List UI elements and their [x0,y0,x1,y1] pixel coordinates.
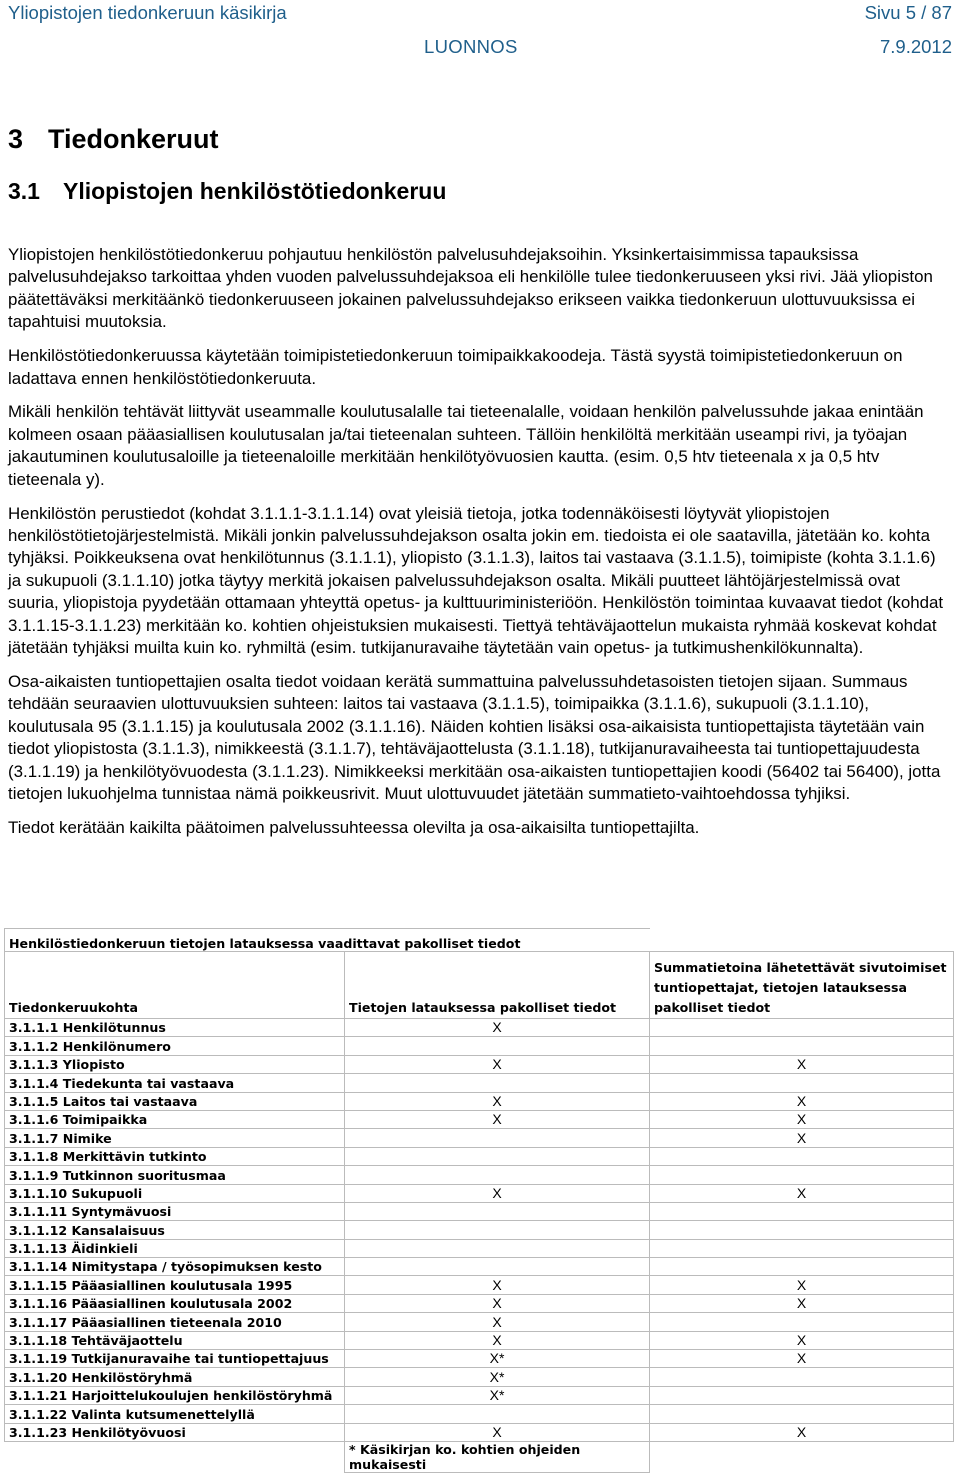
row-summary-mark: X [650,1055,954,1073]
table-row [5,1350,954,1368]
row-summary-mark: X [650,1350,954,1368]
section-heading [8,124,219,155]
table-title-row [5,929,954,952]
table-row [5,1258,954,1276]
row-item: 3.1.1.19 Tutkijanuravaihe tai tuntiopettajuus [5,1350,345,1368]
row-item: 3.1.1.21 Harjoittelukoulujen henkilöstöryhmä [5,1386,345,1404]
row-required-mark [345,1037,650,1055]
subsection-number: 3.1 [8,178,40,204]
row-required-mark: X [345,1019,650,1037]
table-row [5,1037,954,1055]
table-row [5,1074,954,1092]
row-required-mark: X [345,1092,650,1110]
table-row [5,1184,954,1202]
table-row [5,1331,954,1349]
row-summary-mark [650,1405,954,1423]
row-item: 3.1.1.7 Nimike [5,1129,345,1147]
table-footnote-row [5,1441,954,1472]
row-required-mark: X [345,1423,650,1441]
row-required-mark: X [345,1313,650,1331]
subsection-heading [8,178,446,205]
paragraph: Henkilöstötiedonkeruussa käytetään toimipistetiedonkeruun toimipaikkakoodeja. Tästä syystä toimipistetiedonkeruun on ladattava ennen henkilöstötiedonkeruuta. [8,346,903,388]
row-summary-mark [650,1239,954,1257]
required-fields-table [4,928,953,1473]
section-title: Tiedonkeruut [48,124,219,154]
col-header-item: Tiedonkeruukohta [5,952,345,1019]
row-required-mark [345,1166,650,1184]
table-row [5,1368,954,1386]
table-title: Henkilöstiedonkeruun tietojen latauksessa vaadittavat pakolliset tiedot [5,929,650,952]
row-summary-mark [650,1019,954,1037]
row-required-mark: X [345,1276,650,1294]
row-required-mark: X [345,1294,650,1312]
table-row [5,1313,954,1331]
row-summary-mark [650,1368,954,1386]
row-required-mark: X* [345,1386,650,1404]
table-row [5,1221,954,1239]
row-required-mark: X* [345,1350,650,1368]
row-required-mark: X [345,1184,650,1202]
row-required-mark [345,1258,650,1276]
row-item: 3.1.1.15 Pääasiallinen koulutusala 1995 [5,1276,345,1294]
row-required-mark [345,1221,650,1239]
row-required-mark [345,1405,650,1423]
row-required-mark [345,1129,650,1147]
paragraph: Tiedot kerätään kaikilta päätoimen palvelussuhteessa olevilta ja osa-aikaisilta tuntiopettajilta. [8,817,700,837]
table-footnote: * Käsikirjan ko. kohtien ohjeiden mukaisesti [345,1441,650,1472]
row-item: 3.1.1.11 Syntymävuosi [5,1202,345,1220]
table-row [5,1129,954,1147]
row-summary-mark: X [650,1110,954,1128]
row-item: 3.1.1.23 Henkilötyövuosi [5,1423,345,1441]
row-item: 3.1.1.10 Sukupuoli [5,1184,345,1202]
body-text [8,244,952,851]
row-summary-mark: X [650,1184,954,1202]
table-row [5,1276,954,1294]
table-row [5,1147,954,1165]
table-row [5,1239,954,1257]
subsection-title: Yliopistojen henkilöstötiedonkeruu [63,178,447,204]
row-item: 3.1.1.20 Henkilöstöryhmä [5,1368,345,1386]
row-summary-mark: X [650,1092,954,1110]
table-row [5,1019,954,1037]
row-summary-mark [650,1313,954,1331]
row-item: 3.1.1.6 Toimipaikka [5,1110,345,1128]
section-number: 3 [8,124,24,154]
row-item: 3.1.1.12 Kansalaisuus [5,1221,345,1239]
row-item: 3.1.1.1 Henkilötunnus [5,1019,345,1037]
row-summary-mark [650,1221,954,1239]
row-item: 3.1.1.22 Valinta kutsumenettelyllä [5,1405,345,1423]
row-required-mark: X* [345,1368,650,1386]
col-header-summary: Summatietoina lähetettävät sivutoimiset tuntiopettajat, tietojen latauksessa pakolliset tiedot [650,952,954,1019]
row-required-mark [345,1239,650,1257]
document-date: 7.9.2012 [879,36,952,57]
table-row [5,1092,954,1110]
row-required-mark: X [345,1331,650,1349]
table-header-row [5,952,954,1019]
paragraph: Henkilöstön perustiedot (kohdat 3.1.1.1-3.1.1.14) ovat yleisiä tietoja, jotka todennäköisesti löytyvät yliopistojen henkilöstötietojärjestelmistä. Mikäli jonkin palvelussuhdejakson osalta jokin em. tiedoista ei ole saatavilla, jätetään ko. kohta tyhjäksi. Poikkeuksena ovat henkilötunnus (3.1.1.1), yliopisto (3.1.1.3), laitos tai vastaava (3.1.1.5), toimipiste (kohta 3.1.1.6) ja sukupuoli (3.1.1.10) jotka täytyy merkitä jokaisen palvelussuhdejakson osalta. Mikäli puutteet lähtöjärjestelmissä ovat suuria, yliopistoja pyydetään ottamaan yhteyttä opetus- ja kulttuuriministeriöön. Henkilöstön toimintaa kuvaavat tiedot (kohdat 3.1.1.15-3.1.1.23) merkitään ko. kohtien ohjeistuksien mukaisesti. Tiettyä tehtäväjaottelun mukaista ryhmää koskevat kohdat jätetään tyhjäksi muilta kuin ko. ryhmiltä (esim. tutkijanuravaihe täytetään vain opetus- ja tutkimushenkilökunnalta). [8,503,944,657]
row-item: 3.1.1.9 Tutkinnon suoritusmaa [5,1166,345,1184]
row-summary-mark [650,1166,954,1184]
paragraph: Osa-aikaisten tuntiopettajien osalta tiedot voidaan kerätä summattuina palvelussuhdetasoisten tietojen sijaan. Summaus tehdään seuraavien ulottuvuuksien suhteen: laitos tai vastaava (3.1.1.5), toimipaikka (3.1.1.6), sukupuoli (3.1.1.10), koulutusala 95 (3.1.1.15) ja koulutusala 2002 (3.1.1.16). Näiden kohtien lisäksi osa-aikaisista tuntiopettajista täytetään vain tiedot yliopistosta (3.1.1.3), nimikkeestä (3.1.1.7), tehtäväjaottelusta (3.1.1.18), tutkijanuravaiheesta tai tuntiopettajuudesta (3.1.1.19) ja henkilötyövuodesta (3.1.1.23). Nimikkeeksi merkitään osa-aikaisten tuntiopettajien koodi (56402 tai 56400), jotta tietojen lukuohjelma tunnistaa nämä poikkeusrivit. Muut ulottuvuudet jätetään summatieto-vaihtoehdossa tyhjiksi. [8,671,941,803]
row-summary-mark: X [650,1423,954,1441]
row-summary-mark: X [650,1276,954,1294]
row-item: 3.1.1.4 Tiedekunta tai vastaava [5,1074,345,1092]
row-item: 3.1.1.13 Äidinkieli [5,1239,345,1257]
paragraph: Yliopistojen henkilöstötiedonkeruu pohjautuu henkilöstön palvelusuhdejaksoihin. Yksinkertaisimmissa tapauksissa palvelusuhdejakso tarkoittaa yhden vuoden palvelussuhdejaksoa eli henkilölle tulee tiedonkeruuseen yksi rivi. Jää yliopiston päätettäväksi merkitäänkö tiedonkeruuseen jokainen palvelussuhdejakso erikseen vaikka tiedonkeruun ulottuvuuksissa ei tapahtuisi muutoksia. [8,245,933,332]
table-row [5,1110,954,1128]
draft-status: LUONNOS [424,36,518,57]
row-item: 3.1.1.3 Yliopisto [5,1055,345,1073]
document-title: Yliopistojen tiedonkeruun käsikirja [8,2,287,23]
row-item: 3.1.1.5 Laitos tai vastaava [5,1092,345,1110]
table-row [5,1423,954,1441]
col-header-required: Tietojen latauksessa pakolliset tiedot [345,952,650,1019]
row-required-mark: X [345,1055,650,1073]
row-summary-mark [650,1037,954,1055]
row-item: 3.1.1.18 Tehtäväjaottelu [5,1331,345,1349]
row-required-mark: X [345,1110,650,1128]
row-item: 3.1.1.8 Merkittävin tutkinto [5,1147,345,1165]
table-row [5,1386,954,1404]
row-item: 3.1.1.17 Pääasiallinen tieteenala 2010 [5,1313,345,1331]
row-summary-mark [650,1147,954,1165]
row-item: 3.1.1.14 Nimitystapa / työsopimuksen kesto [5,1258,345,1276]
row-item: 3.1.1.2 Henkilönumero [5,1037,345,1055]
paragraph: Mikäli henkilön tehtävät liittyvät useammalle koulutusalalle tai tieteenalalle, voidaan henkilön palvelussuhde jakaa enintään kolmeen osaan pääasiallisen koulutusalan ja/tai tieteenalan suhteen. Tällöin henkilöltä merkitään useampi rivi, ja työajan jakautuminen koulutusaloille ja tieteenaloille merkitään henkilötyövuosien kautta. (esim. 0,5 htv tieteenala x ja 0,5 htv tieteenala y). [8,402,924,489]
table-row [5,1055,954,1073]
row-required-mark [345,1147,650,1165]
table-row [5,1202,954,1220]
table-row [5,1166,954,1184]
row-summary-mark: X [650,1129,954,1147]
row-item: 3.1.1.16 Pääasiallinen koulutusala 2002 [5,1294,345,1312]
table-row [5,1294,954,1312]
row-summary-mark [650,1258,954,1276]
page-number: Sivu 5 / 87 [864,2,952,23]
row-summary-mark: X [650,1294,954,1312]
row-required-mark [345,1202,650,1220]
table-row [5,1405,954,1423]
row-required-mark [345,1074,650,1092]
row-summary-mark [650,1074,954,1092]
row-summary-mark [650,1386,954,1404]
row-summary-mark: X [650,1331,954,1349]
row-summary-mark [650,1202,954,1220]
